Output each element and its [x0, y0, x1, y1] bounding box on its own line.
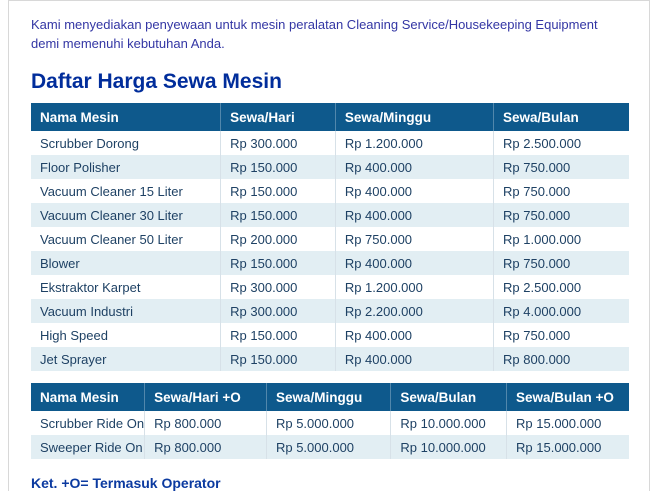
price-cell: Rp 800.000: [145, 435, 267, 459]
price-cell: Rp 5.000.000: [266, 435, 390, 459]
price-table-manual-equipment: [31, 103, 629, 371]
operator-note: Ket. +O= Termasuk Operator: [31, 475, 221, 491]
table-row: [31, 299, 629, 323]
price-cell: Rp 750.000: [494, 179, 629, 203]
table-row: [31, 155, 629, 179]
price-cell: Rp 2.500.000: [494, 275, 629, 299]
price-cell: Rp 800.000: [145, 411, 267, 435]
price-cell: Rp 400.000: [335, 323, 493, 347]
column-header: Sewa/Bulan +O: [507, 383, 629, 411]
column-header: Sewa/Bulan: [391, 383, 507, 411]
machine-name-cell: Sweeper Ride On: [40, 439, 143, 455]
table-row: [31, 203, 629, 227]
table-header-row: [31, 383, 629, 411]
price-cell: Rp 300.000: [221, 275, 336, 299]
table-row: [31, 131, 629, 155]
price-cell: Rp 300.000: [221, 131, 336, 155]
content-panel: [8, 0, 650, 491]
table-header-row: [31, 103, 629, 131]
column-header: Sewa/Bulan: [494, 103, 629, 131]
table-row: [31, 435, 629, 459]
table-row: [31, 251, 629, 275]
price-cell: Rp 150.000: [221, 203, 336, 227]
price-cell: Rp 10.000.000: [391, 411, 507, 435]
machine-name-cell: Scrubber Ride On: [40, 415, 145, 431]
machine-name-cell: Floor Polisher: [40, 159, 121, 175]
price-cell: Rp 400.000: [335, 179, 493, 203]
machine-name-cell: High Speed: [40, 327, 108, 343]
price-cell: Rp 15.000.000: [507, 411, 629, 435]
price-cell: Rp 15.000.000: [507, 435, 629, 459]
machine-name-cell: Jet Sprayer: [40, 351, 107, 367]
price-cell: Rp 750.000: [494, 323, 629, 347]
machine-name-cell: Vacuum Cleaner 30 Liter: [40, 207, 183, 223]
price-cell: Rp 400.000: [335, 251, 493, 275]
price-cell: Rp 150.000: [221, 323, 336, 347]
price-cell: Rp 750.000: [494, 203, 629, 227]
price-cell: Rp 750.000: [494, 251, 629, 275]
page-title: Daftar Harga Sewa Mesin: [31, 70, 282, 93]
price-cell: Rp 400.000: [335, 155, 493, 179]
machine-name-cell: Vacuum Cleaner 15 Liter: [40, 183, 183, 199]
machine-name-cell: Ekstraktor Karpet: [40, 279, 141, 295]
price-cell: Rp 200.000: [221, 227, 336, 251]
price-cell: Rp 150.000: [221, 155, 336, 179]
table-row: [31, 411, 629, 435]
price-cell: Rp 800.000: [494, 347, 629, 371]
table-row: [31, 323, 629, 347]
machine-name-cell: Vacuum Industri: [40, 303, 133, 319]
table-row: [31, 227, 629, 251]
column-header: Nama Mesin: [31, 103, 221, 131]
machine-name-cell: Vacuum Cleaner 50 Liter: [40, 231, 183, 247]
price-cell: Rp 1.200.000: [335, 131, 493, 155]
price-cell: Rp 2.200.000: [335, 299, 493, 323]
price-cell: Rp 10.000.000: [391, 435, 507, 459]
column-header: Sewa/Hari: [221, 103, 336, 131]
price-cell: Rp 750.000: [494, 155, 629, 179]
intro-text: Kami menyediakan penyewaan untuk mesin peralatan Cleaning Service/Housekeeping Equipment demi memenuhi kebutuhan Anda.: [31, 17, 598, 51]
price-table-ride-on-equipment: [31, 383, 629, 459]
price-cell: Rp 300.000: [221, 299, 336, 323]
column-header: Nama Mesin: [31, 383, 145, 411]
price-cell: Rp 150.000: [221, 347, 336, 371]
column-header: Sewa/Hari +O: [145, 383, 267, 411]
price-cell: Rp 750.000: [335, 227, 493, 251]
price-cell: Rp 150.000: [221, 251, 336, 275]
column-header: Sewa/Minggu: [335, 103, 493, 131]
price-cell: Rp 400.000: [335, 347, 493, 371]
price-cell: Rp 400.000: [335, 203, 493, 227]
price-cell: Rp 150.000: [221, 179, 336, 203]
table-row: [31, 275, 629, 299]
column-header: Sewa/Minggu: [266, 383, 390, 411]
machine-name-cell: Blower: [40, 255, 80, 271]
price-cell: Rp 5.000.000: [266, 411, 390, 435]
price-cell: Rp 1.000.000: [494, 227, 629, 251]
machine-name-cell: Scrubber Dorong: [40, 135, 139, 151]
price-cell: Rp 4.000.000: [494, 299, 629, 323]
price-cell: Rp 2.500.000: [494, 131, 629, 155]
table-row: [31, 179, 629, 203]
table-row: [31, 347, 629, 371]
price-cell: Rp 1.200.000: [335, 275, 493, 299]
